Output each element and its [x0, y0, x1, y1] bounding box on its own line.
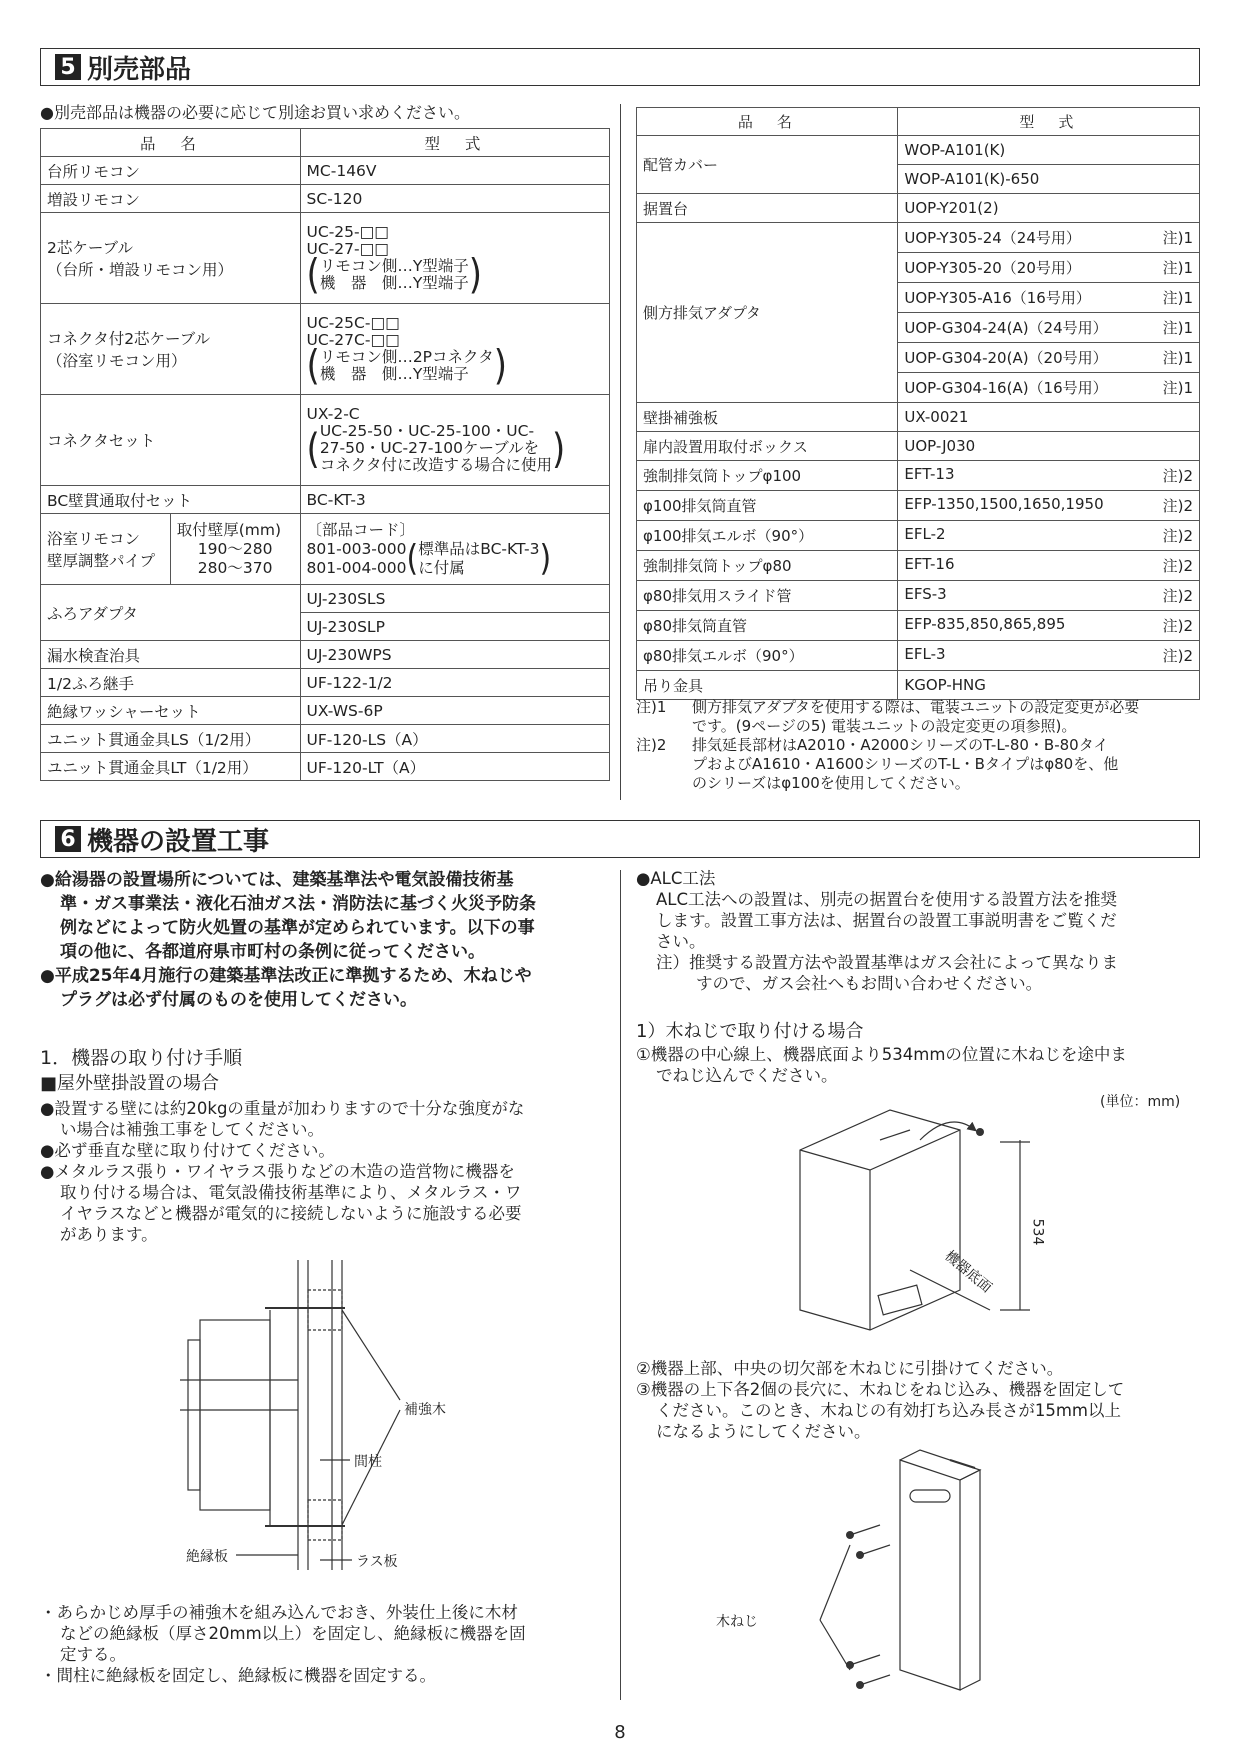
header-name: 品 名: [41, 129, 301, 157]
cell-model: WOP-A101(K)-650: [898, 165, 1200, 194]
screw-label: 木ねじ: [716, 1614, 758, 1630]
note-ref: 注)1: [1162, 289, 1193, 307]
cell-name: 配管カバー: [637, 136, 898, 194]
wall-requirements: [40, 1098, 610, 1245]
table-row: [41, 185, 610, 213]
note-ref: 注)1: [1162, 229, 1193, 247]
model-text: KGOP-HNG: [904, 676, 986, 694]
cell-sub: [170, 514, 300, 585]
line: ③機器の上下各2個の長穴に、木ねじをねじ込み、機器を固定して: [636, 1380, 1125, 1399]
sub-line: 190〜280: [197, 539, 273, 558]
note-line: に付属: [418, 558, 465, 577]
alc-title: ●ALC工法: [636, 869, 716, 888]
name-line: 浴室リモコン: [47, 530, 141, 548]
note-ref: 注)2: [1162, 557, 1193, 575]
model-text: UOP-G304-20(A)（20号用）: [904, 349, 1108, 367]
note-1: [636, 698, 1206, 736]
note-tag: 注)2: [636, 736, 667, 754]
label-insulation: 絶縁板: [186, 1549, 228, 1565]
cell-model: UF-122-1/2: [300, 669, 609, 697]
line: イヤラスなどと機器が電気的に接続しないように施設する必要: [60, 1204, 522, 1223]
note-a: [40, 1602, 610, 1665]
cell-name: φ80排気筒直管: [637, 611, 898, 641]
cell-name: 据置台: [637, 194, 898, 223]
note-ref: 注)1: [1162, 259, 1193, 277]
cell-model: [898, 373, 1200, 403]
note-ref: 注)1: [1162, 349, 1193, 367]
line: さい。: [656, 932, 706, 951]
table-row: [41, 641, 610, 669]
name-line: コネクタ付2芯ケーブル: [47, 330, 211, 348]
model-text: UOP-Y305-24（24号用）: [904, 229, 1081, 247]
right-parts-table: [636, 107, 1200, 700]
cell-name: 漏水検査治具: [41, 641, 301, 669]
header-name: 品 名: [637, 108, 898, 136]
line: 例などによって防火処置の基準が定められています。以下の事: [60, 918, 535, 938]
bullet-2: [40, 964, 610, 1012]
req-3: [40, 1161, 610, 1245]
note-line: プおよびA1610・A1600シリーズのT-L・Bタイプはφ80を、他: [692, 755, 1119, 773]
screw-icon: [846, 1661, 854, 1669]
cell-name: 強制排気筒トップφ80: [637, 551, 898, 581]
name-line: （台所・増設リモコン用）: [47, 261, 234, 279]
cell-name: 1/2ふろ継手: [41, 669, 301, 697]
line: 項の他に、各都道府県市町村の条例に従ってください。: [60, 942, 485, 962]
cell-model: UJ-230WPS: [300, 641, 609, 669]
sub-line: 280〜370: [197, 558, 273, 577]
model-text: EFP-835,850,865,895: [904, 615, 1066, 633]
line: になるようにしてください。: [656, 1422, 871, 1441]
cell-name: コネクタセット: [41, 395, 301, 486]
section-number: 5: [55, 54, 81, 80]
note-ref: 注)2: [1162, 587, 1193, 605]
table-row: [41, 585, 610, 613]
cell-model: UJ-230SLP: [300, 613, 609, 641]
cell-name: 台所リモコン: [41, 157, 301, 185]
table-row: [637, 403, 1200, 432]
model-text: EFS-3: [904, 585, 947, 603]
model-line: UC-25C-□□: [306, 314, 400, 332]
step-2: [636, 1358, 1202, 1379]
label-stud: 間柱: [354, 1454, 382, 1470]
table-header: [41, 129, 610, 157]
alc-note: [636, 952, 1202, 994]
cell-model: UF-120-LS（A）: [300, 725, 609, 753]
cell-model: [898, 253, 1200, 283]
dimension-label: 534: [1029, 1218, 1046, 1246]
note-line: 27-50・UC-27-100ケーブルを: [319, 439, 540, 457]
model-line: UC-25-□□: [306, 223, 389, 241]
screw-icon: [846, 1531, 854, 1539]
line: ●平成25年4月施行の建築基準法改正に準拠するため、木ねじや: [40, 966, 532, 986]
steps-2-3: [636, 1358, 1202, 1442]
line: 取り付ける場合は、電気設備技術基準により、メタルラス・ワ: [60, 1183, 522, 1202]
note-b: [40, 1665, 610, 1686]
cell-model: UOP-Y201(2): [898, 194, 1200, 223]
legal-notice: [40, 868, 610, 1012]
model-text: EFT-16: [904, 555, 955, 573]
table-row: [637, 223, 1200, 253]
cell-name: 吊り金具: [637, 671, 898, 700]
cell-model: [898, 611, 1200, 641]
sub-title: ■屋外壁掛設置の場合: [40, 1073, 220, 1094]
cell-name: ユニット貫通金具LS（1/2用）: [41, 725, 301, 753]
model-text: UOP-Y305-20（20号用）: [904, 259, 1081, 277]
cell-model: 〔部品コード〕 801-003-000 801-004-000 ( 標準品はBC-KT-3 に付属 ): [300, 514, 609, 585]
line: でねじ込んでください。: [656, 1066, 838, 1085]
model-text: EFL-3: [904, 645, 946, 663]
table-row: [41, 669, 610, 697]
table-header: [637, 108, 1200, 136]
cell-name: BC壁貫通取付セット: [41, 486, 301, 514]
column-divider: [620, 870, 621, 1700]
note-2: [636, 736, 1206, 793]
table-row: [41, 697, 610, 725]
cell-model: [898, 581, 1200, 611]
bottom-label: 機器底面: [941, 1247, 995, 1297]
note-line: のシリーズはφ100を使用してください。: [692, 774, 970, 792]
cell-model: MC-146V: [300, 157, 609, 185]
cell-name: 強制排気筒トップφ100: [637, 461, 898, 491]
cell-model: [898, 432, 1200, 461]
line: 定する。: [60, 1645, 126, 1664]
step-1-text: [636, 1044, 1202, 1086]
table-row: [637, 194, 1200, 223]
line: い場合は補強工事をしてください。: [60, 1120, 324, 1139]
cell-model: [898, 521, 1200, 551]
cell-name: 絶縁ワッシャーセット: [41, 697, 301, 725]
line: ・あらかじめ厚手の補強木を組み込んでおき、外装仕上後に木材: [40, 1603, 518, 1622]
name-line: 壁厚調整パイプ: [47, 552, 156, 570]
cell-model: [898, 671, 1200, 700]
cell-model: [300, 213, 609, 304]
cell-name: φ80排気用スライド管: [637, 581, 898, 611]
table-row: [41, 753, 610, 781]
cell-model: [898, 343, 1200, 373]
left-parts-table: [40, 128, 610, 781]
cell-model: UX-WS-6P: [300, 697, 609, 725]
unit-outline: [800, 1110, 960, 1330]
note-ref: 注)1: [1162, 379, 1193, 397]
line: プラグは必ず付属のものを使用してください。: [60, 990, 417, 1010]
note-line: です。(9ページの5) 電装ユニットの設定変更の項参照)。: [692, 717, 1077, 735]
table-row: [41, 395, 610, 486]
section-intro: ●別売部品は機器の必要に応じて別途お買い求めください。: [40, 103, 470, 122]
line: します。設置工事方法は、据置台の設置工事説明書をご覧くだ: [656, 911, 1117, 930]
label-reinforcement: 補強木: [404, 1402, 446, 1418]
sub-line: 取付壁厚(mm): [176, 520, 282, 539]
line: ●メタルラス張り・ワイヤラス張りなどの木造の造営物に機器を: [40, 1162, 515, 1181]
cell-name: 扉内設置用取付ボックス: [637, 432, 898, 461]
line: 準・ガス事業法・液化石油ガス法・消防法に基づく火災予防条: [60, 894, 536, 914]
table-row: [41, 514, 610, 585]
model-line: UC-27C-□□: [306, 331, 400, 349]
line: ②機器上部、中央の切欠部を木ねじに引掛けてください。: [636, 1359, 1064, 1378]
table-row: [637, 581, 1200, 611]
line: 注）推奨する設置方法や設置基準はガス会社によって異なりま: [656, 953, 1118, 972]
cell-name: φ80排気エルボ（90°）: [637, 641, 898, 671]
table-row: [637, 671, 1200, 700]
cell-name: 壁掛補強板: [637, 403, 898, 432]
table-row: [637, 551, 1200, 581]
paren-note: ( リモコン側…2Pコネクタ 機 器 側…Y型端子 ): [306, 342, 507, 390]
note-ref: 注)2: [1162, 527, 1193, 545]
section-6-header: [40, 820, 1200, 858]
section-title: 機器の設置工事: [87, 826, 270, 857]
cell-model: WOP-A101(K): [898, 136, 1200, 165]
label-lath: ラス板: [356, 1554, 398, 1570]
reinforcement-block: [308, 1290, 342, 1330]
step-title: 1．機器の取り付け手順: [40, 1047, 243, 1069]
screw-fixing-diagram: [760, 1440, 1040, 1710]
alc-body: [636, 889, 1202, 952]
cell-name: φ100排気筒直管: [637, 491, 898, 521]
section-title: 別売部品: [87, 54, 192, 85]
screw-icon: [856, 1551, 864, 1559]
table-row: [41, 304, 610, 395]
table-row: [637, 521, 1200, 551]
note-line: 機 器 側…Y型端子: [319, 274, 469, 292]
line: ・間柱に絶縁板を固定し、絶縁板に機器を固定する。: [40, 1666, 436, 1685]
step-3: [636, 1379, 1202, 1442]
model-text: UOP-J030: [904, 437, 976, 455]
unit-label: (単位：mm): [1100, 1094, 1181, 1110]
note-ref: 注)2: [1162, 497, 1193, 515]
line: ください。このとき、木ねじの有効打ち込み長さが15mm以上: [656, 1401, 1121, 1420]
code-line: 801-003-000: [306, 539, 407, 558]
column-divider: [620, 104, 621, 800]
screw-icon: [856, 1681, 864, 1689]
section-number: 6: [55, 826, 81, 852]
line: ●給湯器の設置場所については、建築基準法や電気設備技術基: [40, 870, 514, 890]
cell-name: 側方排気アダプタ: [637, 223, 898, 403]
cell-model: [898, 223, 1200, 253]
line: があります。: [60, 1225, 158, 1244]
table-row: [41, 725, 610, 753]
line: ●必ず垂直な壁に取り付けてください。: [40, 1141, 335, 1160]
cell-model: [898, 283, 1200, 313]
code-line: 801-004-000: [306, 558, 407, 577]
line: ●設置する壁には約20kgの重量が加わりますので十分な強度がな: [40, 1099, 525, 1118]
note-line: 側方排気アダプタを使用する際は、電装ユニットの設定変更が必要: [692, 698, 1140, 716]
model-text: UOP-G304-16(A)（16号用）: [904, 379, 1108, 397]
header-model: 型 式: [300, 129, 609, 157]
table-row: [637, 611, 1200, 641]
table-row: [41, 157, 610, 185]
cell-model: UJ-230SLS: [300, 585, 609, 613]
req-1: [40, 1098, 610, 1140]
cell-name: ふろアダプタ: [41, 585, 301, 641]
cell-name: 増設リモコン: [41, 185, 301, 213]
cell-model: [300, 304, 609, 395]
table-row: [637, 641, 1200, 671]
paren-note: ( UC-25-50・UC-25-100・UC- 27-50・UC-27-100ケーブルを コネクタ付に改造する場合に使用 ): [306, 422, 566, 474]
cell-model: BC-KT-3: [300, 486, 609, 514]
cell-name: [41, 304, 301, 395]
note-line: UC-25-50・UC-25-100・UC-: [319, 422, 535, 440]
cell-model: UF-120-LT（A）: [300, 753, 609, 781]
name-line: 2芯ケーブル: [47, 239, 133, 257]
table-row: [637, 136, 1200, 165]
model-text: UOP-G304-24(A)（24号用）: [904, 319, 1108, 337]
note-line: コネクタ付に改造する場合に使用: [319, 456, 553, 474]
table-notes: [636, 698, 1206, 793]
cell-model: SC-120: [300, 185, 609, 213]
cell-name: φ100排気エルボ（90°）: [637, 521, 898, 551]
cell-name: [41, 514, 171, 585]
cell-name: [41, 213, 301, 304]
table-row: [41, 486, 610, 514]
cell-model: [898, 313, 1200, 343]
insulation-notes: [40, 1602, 610, 1686]
model-line: UC-27-□□: [306, 240, 389, 258]
table-row: [41, 213, 610, 304]
cell-name: ユニット貫通金具LT（1/2用）: [41, 753, 301, 781]
paren-note: ( リモコン側…Y型端子 機 器 側…Y型端子 ): [306, 251, 483, 299]
cell-model: [898, 491, 1200, 521]
note-line: 排気延長部材はA2010・A2000シリーズのT-L-80・B-80タイ: [692, 736, 1109, 754]
table-row: [637, 491, 1200, 521]
note-line: リモコン側…Y型端子: [319, 257, 469, 275]
model-text: UOP-Y305-A16（16号用）: [904, 289, 1091, 307]
note-line: 機 器 側…Y型端子: [319, 365, 469, 383]
model-text: EFP-1350,1500,1650,1950: [904, 495, 1104, 513]
note-line: 標準品はBC-KT-3: [418, 539, 540, 558]
bullet-1: [40, 868, 610, 964]
page-number: 8: [614, 1722, 626, 1743]
model-line: UX-2-C: [306, 405, 360, 423]
water-heater-unit: [200, 1320, 270, 1510]
table-row: [637, 432, 1200, 461]
step-1: [636, 1044, 1202, 1086]
note-ref: 注)1: [1162, 319, 1193, 337]
cell-model: [898, 403, 1200, 432]
req-2: [40, 1140, 610, 1161]
line: などの絶縁板（厚さ20mm以上）を固定し、絶縁板に機器を固: [60, 1624, 526, 1643]
screw-point: [976, 1128, 984, 1136]
model-text: EFT-13: [904, 465, 955, 483]
screw-title: 1）木ねじで取り付ける場合: [636, 1021, 864, 1042]
table-row: [637, 461, 1200, 491]
note-ref: 注)2: [1162, 617, 1193, 635]
section-5-header: [40, 48, 1200, 86]
cell-model: [898, 551, 1200, 581]
cell-model: [300, 395, 609, 486]
header-model: 型 式: [898, 108, 1200, 136]
line: ①機器の中心線上、機器底面より534mmの位置に木ねじを途中ま: [636, 1045, 1127, 1064]
note-ref: 注)2: [1162, 647, 1193, 665]
line: すので、ガス会社へもお問い合わせください。: [696, 974, 1043, 993]
code-label: 〔部品コード〕: [306, 520, 416, 539]
alc-section: [636, 868, 1202, 994]
model-text: EFL-2: [904, 525, 946, 543]
cell-model: [898, 641, 1200, 671]
note-ref: 注)2: [1162, 467, 1193, 485]
line: ALC工法への設置は、別売の据置台を使用する設置方法を推奨: [656, 890, 1118, 909]
cell-model: [898, 461, 1200, 491]
note-tag: 注)1: [636, 698, 667, 716]
note-line: リモコン側…2Pコネクタ: [319, 348, 494, 366]
model-text: UX-0021: [904, 408, 969, 426]
name-line: （浴室リモコン用）: [47, 352, 187, 370]
